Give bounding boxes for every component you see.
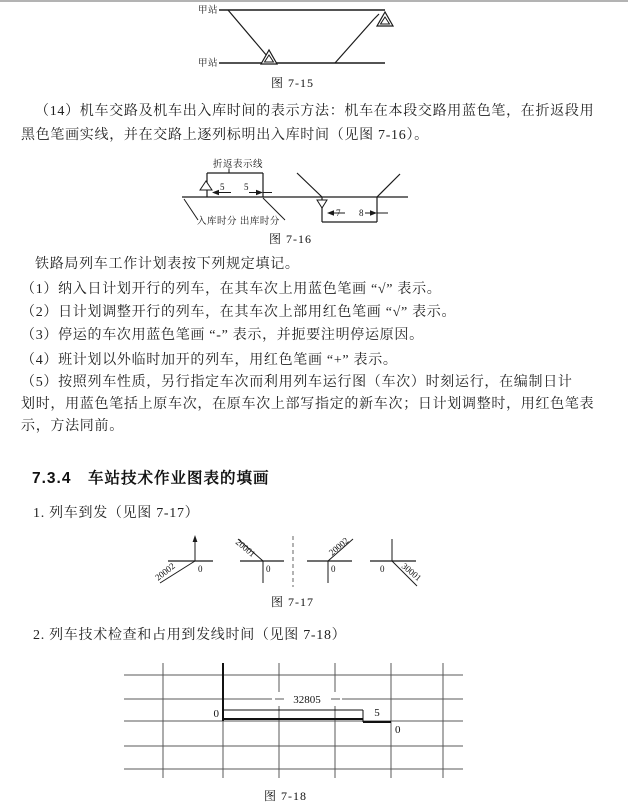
- train-line-upper-left: [297, 173, 322, 197]
- arrow-right-head-icon: [256, 190, 263, 195]
- fig-7-17-caption: 图 7-17: [271, 595, 314, 609]
- minute-label: 0: [380, 564, 385, 574]
- arrow-right-head-icon: [370, 210, 377, 215]
- fig-7-17-diagram: [150, 530, 430, 592]
- triangle-down-marker-icon: [317, 200, 327, 208]
- right-in-minutes: 7: [336, 208, 341, 218]
- fig-7-18-diagram: [120, 655, 535, 783]
- para-14-line1: （14）机车交路及机车出入库时间的表示方法：机车在本段交路用蓝色笔，在折返段用: [35, 104, 595, 119]
- train-number: 20001: [233, 536, 258, 559]
- rules-intro: 铁路局列车工作计划表按下列规定填记。: [35, 257, 300, 272]
- subitem-2: 2. 列车技术检查和占用到发线时间（见图 7-18）: [33, 628, 347, 643]
- right-out-minutes: 8: [359, 208, 364, 218]
- train-number: 20002: [153, 560, 177, 583]
- triangle-up-marker-icon: [200, 181, 212, 190]
- rule-item-5-line3: 示，方法同前。: [21, 419, 124, 434]
- station-label-top: 甲站: [198, 6, 219, 16]
- train-number: 20002: [326, 535, 351, 558]
- depot-times-label: 入库时分 出库时分: [197, 217, 280, 227]
- route-jog-line: [374, 14, 379, 19]
- rule-item-5-line2: 划时，用蓝色笔括上原车次，在原车次上部写指定的新车次；日计划调整时，用红色笔表: [21, 397, 595, 412]
- rule-item-5-line1: （5）按照列车性质，另行指定车次而利用列车运行图（车次）时刻运行，在编制日计: [21, 375, 573, 390]
- minute-label: 0: [266, 564, 271, 574]
- depot-label-leader-left: [184, 199, 198, 220]
- para-14-line2: 黑色笔画实线，并在交路上逐列标明出入库时间（见图 7-16）。: [21, 128, 429, 143]
- depart-minute: 0: [395, 724, 401, 736]
- station-label-bottom: 甲站: [198, 59, 219, 69]
- minute-label: 0: [198, 564, 203, 574]
- arrow-left-head-icon: [212, 190, 219, 195]
- timetable-grid: [124, 663, 463, 778]
- out-depot-minutes: 5: [244, 182, 249, 192]
- tech-check-minute: 5: [374, 707, 380, 719]
- arrow-left-head-icon: [327, 210, 334, 215]
- arrive-minute: 0: [213, 708, 219, 720]
- fig-7-15-caption: 图 7-15: [271, 76, 314, 90]
- in-depot-minutes: 5: [220, 182, 225, 192]
- fig-7-18-caption: 图 7-18: [264, 789, 307, 803]
- rule-item-3: （3）停运的车次用蓝色笔画 “-” 表示，并扼要注明停运原因。: [21, 328, 424, 343]
- train-number: 32805: [293, 694, 321, 706]
- arrow-up-head-icon: [193, 535, 198, 542]
- section-heading: 7.3.4 车站技术作业图表的填画: [32, 470, 270, 487]
- loco-route-line-right: [335, 19, 374, 63]
- rule-item-4: （4）班计划以外临时加开的列车，用红色笔画 “+” 表示。: [21, 353, 398, 368]
- minute-label: 0: [331, 564, 336, 574]
- subitem-1: 1. 列车到发（见图 7-17）: [33, 506, 200, 521]
- fig-7-16-caption: 图 7-16: [269, 232, 312, 246]
- fig-7-15-diagram: [190, 0, 420, 72]
- train-line-upper-right: [377, 174, 400, 197]
- rule-item-2: （2）日计划调整开行的列车，在其车次上部用红色笔画 “√” 表示。: [21, 305, 457, 320]
- fig-7-16-diagram: [175, 156, 420, 234]
- rule-item-1: （1）纳入日计划开行的列车，在其车次上用蓝色笔画 “√” 表示。: [21, 282, 442, 297]
- train-number: 30001: [399, 560, 424, 583]
- turnback-line-label: 折返表示线: [213, 160, 264, 170]
